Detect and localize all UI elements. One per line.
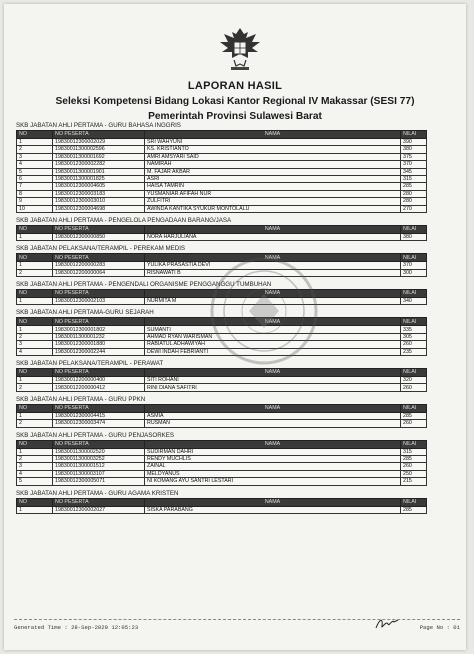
cell-nama: NORA HARJULIANA (145, 233, 401, 240)
cell-no: 3 (17, 153, 53, 160)
cell-no-peserta: 19830011300002520 (53, 448, 145, 455)
cell-nilai: 215 (401, 478, 427, 485)
cell-nilai: 300 (401, 269, 427, 276)
table-row (17, 384, 427, 391)
cell-no: 1 (17, 233, 53, 240)
cell-no-peserta: 19830012300001880 (53, 341, 145, 348)
cell-no: 1 (17, 262, 53, 269)
col-header-no-peserta: NO PESERTA (53, 318, 145, 326)
cell-nama: ZAINAL (145, 463, 401, 470)
col-header-no-peserta: NO PESERTA (53, 440, 145, 448)
cell-no-peserta: 19830012300004698 (53, 205, 145, 212)
cell-no-peserta: 19830011300001825 (53, 175, 145, 182)
cell-nilai: 315 (401, 448, 427, 455)
report-organization: Pemerintah Provinsi Sulawesi Barat (148, 111, 322, 122)
cell-nilai: 340 (401, 298, 427, 305)
cell-no: 3 (17, 463, 53, 470)
table-row (17, 161, 427, 168)
cell-nilai: 235 (401, 348, 427, 355)
cell-no: 7 (17, 183, 53, 190)
section-title: SKB JABATAN AHLI PERTAMA - GURU PPKN (16, 395, 146, 403)
results-table (16, 498, 427, 514)
cell-nama: AMRI AMSYARI SAID (145, 153, 401, 160)
cell-no-peserta: 19830011300002596 (53, 146, 145, 153)
cell-no-peserta: 19830012200000412 (53, 384, 145, 391)
report-title: LAPORAN HASIL (187, 80, 283, 92)
section-title: SKB JABATAN AHLI PERTAMA - GURU BAHASA INGGRIS (16, 122, 181, 129)
col-header-nama: NAMA (145, 225, 401, 233)
table-row (17, 455, 427, 462)
page-number: Page No : 01 (419, 624, 460, 631)
cell-nilai: 285 (401, 506, 427, 513)
table-row (17, 233, 427, 240)
cell-nilai: 370 (401, 161, 427, 168)
cell-nama: SUMANTI (145, 326, 401, 333)
col-header-nama: NAMA (145, 369, 401, 377)
col-header-nama: NAMA (145, 290, 401, 298)
cell-nilai: 250 (401, 470, 427, 477)
cell-no: 2 (17, 333, 53, 340)
cell-nilai: 280 (401, 198, 427, 205)
cell-no-peserta: 19830011300001232 (53, 333, 145, 340)
cell-nama: NAMIRAH (145, 161, 401, 168)
result-section (16, 360, 426, 392)
cell-nama: NI KOMANG AYU SANTRI LESTARI (145, 478, 401, 485)
col-header-no-peserta: NO PESERTA (53, 131, 145, 139)
cell-no: 1 (17, 506, 53, 513)
cell-nilai: 305 (401, 333, 427, 340)
cell-nilai: 285 (401, 455, 427, 462)
cell-nama: YUSMANIAR AFIFAH NUR (145, 190, 401, 197)
col-header-nama: NAMA (145, 440, 401, 448)
cell-no-peserta: 19830012300005071 (53, 478, 145, 485)
footer-rule (14, 619, 460, 620)
generated-time: Generated Time : 28-Sep-2020 12:05:23 (14, 624, 139, 631)
results-table (16, 317, 427, 356)
cell-nama: RENDY MUCHLIS (145, 455, 401, 462)
cell-nilai: 335 (401, 326, 427, 333)
cell-nilai: 280 (401, 190, 427, 197)
cell-nilai: 285 (401, 183, 427, 190)
table-row (17, 198, 427, 205)
section-title: SKB JABATAN AHLI PERTAMA - PENGENDALI ORGANISME PENGGANGGU TUMBUHAN (16, 281, 272, 289)
cell-no-peserta: 19830011300001512 (53, 463, 145, 470)
cell-no-peserta: 19830012200000400 (53, 377, 145, 384)
cell-no-peserta: 19830012300003474 (53, 420, 145, 427)
table-row (17, 262, 427, 269)
table-row (17, 190, 427, 197)
cell-no-peserta: 19830011300001901 (53, 168, 145, 175)
table-row (17, 168, 427, 175)
col-header-nama: NAMA (145, 254, 401, 262)
cell-nilai: 260 (401, 463, 427, 470)
col-header-nama: NAMA (145, 404, 401, 412)
cell-nama: MELDYANUS (145, 470, 401, 477)
cell-no-peserta: 19830011300001692 (53, 153, 145, 160)
cell-nama: KS. KRISTIANTO (145, 146, 401, 153)
cell-nama: ASRI (145, 175, 401, 182)
col-header-no-peserta: NO PESERTA (53, 369, 145, 377)
col-header-nilai: NILAI (401, 254, 427, 262)
cell-nilai: 380 (401, 146, 427, 153)
cell-nilai: 375 (401, 153, 427, 160)
cell-no: 4 (17, 348, 53, 355)
table-row (17, 153, 427, 160)
table-row (17, 348, 427, 355)
section-title: SKB JABATAN AHLI PERTAMA-GURU SEJARAH (16, 309, 154, 317)
result-section (16, 490, 426, 514)
cell-no-peserta: 19830012300002244 (53, 348, 145, 355)
col-header-nama: NAMA (145, 498, 401, 506)
table-row (17, 341, 427, 348)
table-row (17, 205, 427, 212)
table-row (17, 377, 427, 384)
cell-nilai: 315 (401, 175, 427, 182)
cell-nilai: 270 (401, 205, 427, 212)
table-row (17, 269, 427, 276)
col-header-no: NO (17, 440, 53, 448)
cell-no: 9 (17, 198, 53, 205)
results-table (16, 440, 427, 486)
cell-no-peserta: 19830012200000283 (53, 262, 145, 269)
cell-no: 6 (17, 175, 53, 182)
cell-nama: RINI DIANA SAFITRI (145, 384, 401, 391)
cell-nilai: 320 (401, 377, 427, 384)
cell-no: 1 (17, 412, 53, 419)
section-title: SKB JABATAN PELAKSANA/TERAMPIL - PEREKAM MEDIS (16, 245, 186, 253)
cell-nama: SITI ROHANI (145, 377, 401, 384)
cell-no: 5 (17, 478, 53, 485)
result-section (16, 245, 426, 277)
cell-no-peserta: 19830011300003107 (53, 470, 145, 477)
cell-no-peserta: 19830011300003252 (53, 455, 145, 462)
cell-no-peserta: 19830012300002282 (53, 161, 145, 168)
cell-nama: M. FAJAR AKBAR (145, 168, 401, 175)
col-header-no: NO (17, 290, 53, 298)
cell-no: 5 (17, 168, 53, 175)
cell-nilai: 345 (401, 168, 427, 175)
col-header-nilai: NILAI (401, 131, 427, 139)
cell-nilai: 285 (401, 412, 427, 419)
table-row (17, 333, 427, 340)
table-row (17, 146, 427, 153)
cell-no: 1 (17, 448, 53, 455)
document-page (4, 4, 466, 650)
col-header-no: NO (17, 225, 53, 233)
cell-no-peserta: 19830012300001802 (53, 326, 145, 333)
col-header-no-peserta: NO PESERTA (53, 290, 145, 298)
col-header-no: NO (17, 369, 53, 377)
results-table (16, 253, 427, 277)
result-section (16, 309, 426, 356)
cell-no: 8 (17, 190, 53, 197)
cell-no-peserta: 19830012300004605 (53, 183, 145, 190)
cell-nilai: 390 (401, 139, 427, 146)
table-row (17, 470, 427, 477)
col-header-no: NO (17, 318, 53, 326)
cell-no: 10 (17, 205, 53, 212)
cell-nama: AHMAD RYAN WARISMAN (145, 333, 401, 340)
table-row (17, 298, 427, 305)
section-title: SKB JABATAN AHLI PERTAMA - GURU AGAMA KRISTEN (16, 489, 179, 497)
results-table (16, 368, 427, 392)
section-title: SKB JABATAN AHLI PERTAMA - GURU PENJASORKES (16, 431, 175, 439)
cell-no-peserta: 19830012300003010 (53, 198, 145, 205)
col-header-nama: NAMA (145, 318, 401, 326)
table-row (17, 506, 427, 513)
cell-nama: AWINDA KANTIKA SYUKUR MONTOLALU (145, 205, 401, 212)
cell-no: 4 (17, 161, 53, 168)
cell-no: 1 (17, 298, 53, 305)
cell-nama: ASMIA (145, 412, 401, 419)
cell-no: 1 (17, 377, 53, 384)
cell-nama: NURMITA M (145, 298, 401, 305)
cell-nama: ZULFITRI (145, 198, 401, 205)
cell-no: 4 (17, 470, 53, 477)
table-row (17, 412, 427, 419)
col-header-no-peserta: NO PESERTA (53, 498, 145, 506)
col-header-nama: NAMA (145, 131, 401, 139)
results-table (16, 404, 427, 428)
cell-no: 2 (17, 420, 53, 427)
table-row (17, 175, 427, 182)
table-row (17, 326, 427, 333)
col-header-nilai: NILAI (401, 440, 427, 448)
table-row (17, 183, 427, 190)
col-header-no: NO (17, 131, 53, 139)
cell-nilai: 260 (401, 341, 427, 348)
table-row (17, 139, 427, 146)
cell-nilai: 260 (401, 384, 427, 391)
table-row (17, 420, 427, 427)
section-title: SKB JABATAN PELAKSANA/TERAMPIL - PERAWAT (16, 360, 164, 368)
cell-no: 2 (17, 384, 53, 391)
col-header-no-peserta: NO PESERTA (53, 225, 145, 233)
cell-nama: RISNAWATI B (145, 269, 401, 276)
result-section (16, 432, 426, 486)
report-subtitle: Seleksi Kompetensi Bidang Lokasi Kantor Regional IV Makassar (SESI 77) (55, 96, 415, 107)
cell-nama: RUSMAN (145, 420, 401, 427)
results-sections (16, 122, 426, 518)
table-row (17, 448, 427, 455)
cell-no-peserta: 19830012300002103 (53, 298, 145, 305)
cell-nama: YULIKA PRASASTIA DEVI (145, 262, 401, 269)
col-header-nilai: NILAI (401, 290, 427, 298)
table-row (17, 463, 427, 470)
results-table (16, 289, 427, 305)
cell-nilai: 380 (401, 233, 427, 240)
results-table (16, 130, 427, 213)
cell-no: 2 (17, 455, 53, 462)
cell-no: 2 (17, 146, 53, 153)
col-header-no: NO (17, 404, 53, 412)
result-section (16, 281, 426, 305)
cell-nilai: 370 (401, 262, 427, 269)
col-header-nilai: NILAI (401, 225, 427, 233)
col-header-no: NO (17, 254, 53, 262)
col-header-nilai: NILAI (401, 369, 427, 377)
cell-no-peserta: 19830012200000064 (53, 269, 145, 276)
cell-no-peserta: 19830012300004415 (53, 412, 145, 419)
cell-nama: SUDIRMAN DAHRI (145, 448, 401, 455)
col-header-nilai: NILAI (401, 498, 427, 506)
cell-no-peserta: 19830012300000850 (53, 233, 145, 240)
table-row (17, 478, 427, 485)
cell-no: 1 (17, 326, 53, 333)
cell-nama: DEWI INDAH FEBRIANTI (145, 348, 401, 355)
result-section (16, 122, 426, 213)
cell-nama: RABIATUL ADHAWIYAH (145, 341, 401, 348)
garuda-emblem-icon (218, 24, 262, 72)
cell-no: 2 (17, 269, 53, 276)
result-section (16, 396, 426, 428)
cell-nama: SISKA PARABANG (145, 506, 401, 513)
col-header-nilai: NILAI (401, 318, 427, 326)
cell-no: 1 (17, 139, 53, 146)
cell-no: 3 (17, 341, 53, 348)
col-header-no: NO (17, 498, 53, 506)
cell-no-peserta: 19830012300003183 (53, 190, 145, 197)
section-title: SKB JABATAN AHLI PERTAMA - PENGELOLA PENGADAAN BARANG/JASA (16, 216, 232, 224)
cell-no-peserta: 19830012300002027 (53, 506, 145, 513)
result-section (16, 217, 426, 241)
cell-nama: SRI WAHYUNI (145, 139, 401, 146)
col-header-nilai: NILAI (401, 404, 427, 412)
results-table (16, 225, 427, 241)
cell-nilai: 260 (401, 420, 427, 427)
cell-no-peserta: 19830012300002029 (53, 139, 145, 146)
col-header-no-peserta: NO PESERTA (53, 404, 145, 412)
cell-nama: HAISA TAMRIN (145, 183, 401, 190)
col-header-no-peserta: NO PESERTA (53, 254, 145, 262)
